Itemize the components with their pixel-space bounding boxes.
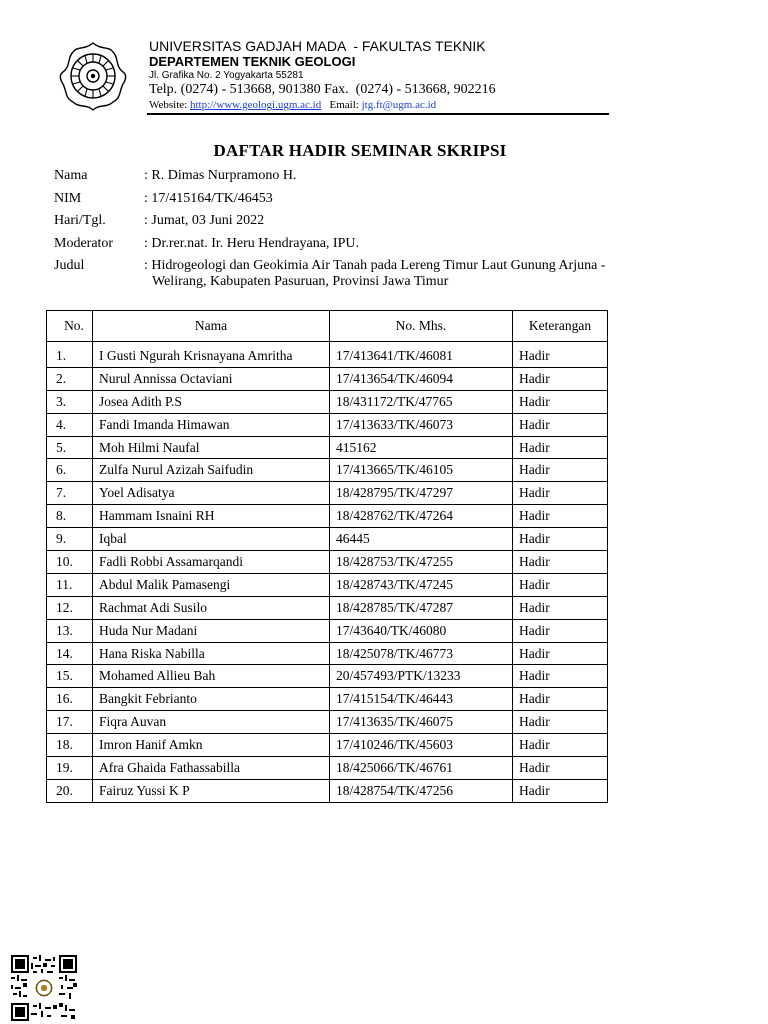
table-row [47,734,608,757]
student-number: 18/425066/TK/46761 [330,757,513,780]
table-row [47,779,608,802]
document-title: DAFTAR HADIR SEMINAR SKRIPSI [213,141,507,160]
attendance-status: Hadir [513,482,608,505]
student-name: Fiqra Auvan [93,711,330,734]
table-row [47,413,608,436]
info-row-judul-cont [54,273,662,296]
student-number: 18/428785/TK/47287 [330,596,513,619]
attendance-status: Hadir [513,342,608,368]
row-number: 15. [47,665,93,688]
attendance-status: Hadir [513,757,608,780]
row-number: 11. [47,573,93,596]
row-number: 17. [47,711,93,734]
table-row [47,459,608,482]
header-keterangan: Keterangan [513,311,608,342]
student-number: 18/428743/TK/47245 [330,573,513,596]
row-number: 10. [47,551,93,574]
table-header-row [47,311,608,342]
nama-value: : R. Dimas Nurpramono H. [144,168,297,183]
nim-value: : 17/415164/TK/46453 [144,190,273,206]
table-row [47,619,608,642]
row-number: 7. [47,482,93,505]
header-nama: Nama [93,311,330,342]
row-number: 16. [47,688,93,711]
nama-label: Nama [54,168,88,183]
student-number: 17/413654/TK/46094 [330,367,513,390]
website-link[interactable]: http://www.geologi.ugm.ac.id [189,99,322,111]
row-number: 8. [47,505,93,528]
student-number: 18/431172/TK/47765 [330,390,513,413]
student-name: Yoel Adisatya [93,482,330,505]
attendance-status: Hadir [513,779,608,802]
student-number: 18/428753/TK/47255 [330,551,513,574]
table-row [47,757,608,780]
table-row [47,688,608,711]
seminar-info [54,167,662,296]
judul-value-line1: : Hidrogeologi dan Geokimia Air Tanah pada Lereng Timur Laut Gunung Arjuna - [144,258,606,273]
student-number: 17/413665/TK/46105 [330,459,513,482]
student-name: Rachmat Adi Susilo [93,596,330,619]
attendance-status: Hadir [513,459,608,482]
student-name: Fandi Imanda Himawan [93,413,330,436]
row-number: 2. [47,367,93,390]
attendance-status: Hadir [513,436,608,459]
attendance-status: Hadir [513,619,608,642]
student-name: Hana Riska Nabilla [93,642,330,665]
table-row [47,367,608,390]
student-number: 17/413635/TK/46075 [330,711,513,734]
letterhead [149,38,619,112]
student-name: I Gusti Ngurah Krisnayana Amritha [93,342,330,368]
attendance-status: Hadir [513,573,608,596]
student-number: 18/425078/TK/46773 [330,642,513,665]
student-name: Mohamed Allieu Bah [93,665,330,688]
header-no: No. [47,311,93,342]
attendance-status: Hadir [513,711,608,734]
row-number: 5. [47,436,93,459]
student-name: Josea Adith P.S [93,390,330,413]
row-number: 4. [47,413,93,436]
student-name: Nurul Annissa Octaviani [93,367,330,390]
hari-label: Hari/Tgl. [54,213,106,228]
attendance-status: Hadir [513,688,608,711]
table-row [47,390,608,413]
table-row [47,711,608,734]
moderator-label: Moderator [54,235,114,251]
attendance-status: Hadir [513,551,608,574]
table-row [47,436,608,459]
row-number: 12. [47,596,93,619]
student-number: 17/413641/TK/46081 [330,342,513,368]
student-name: Fadli Robbi Assamarqandi [93,551,330,574]
row-number: 6. [47,459,93,482]
judul-spacer [54,273,144,296]
student-number: 415162 [330,436,513,459]
judul-label: Judul [54,258,85,273]
student-name: Moh Hilmi Naufal [93,436,330,459]
table-row [47,482,608,505]
student-number: 18/428795/TK/47297 [330,482,513,505]
row-number: 20. [47,779,93,802]
row-number: 19. [47,757,93,780]
phone-fax-line: Telp. (0274) - 513668, 901380 Fax. (0274) - 513668, 902216 [149,82,496,97]
info-row-moderator [54,235,662,258]
table-row [47,505,608,528]
row-number: 13. [47,619,93,642]
attendance-status: Hadir [513,505,608,528]
info-row-hari [54,212,662,235]
info-row-judul [54,257,662,273]
student-name: Afra Ghaida Fathassabilla [93,757,330,780]
header-mhs: No. Mhs. [330,311,513,342]
table-row [47,528,608,551]
student-number: 46445 [330,528,513,551]
university-line: UNIVERSITAS GADJAH MADA - FAKULTAS TEKNIK [149,38,486,54]
student-name: Fairuz Yussi K P [93,779,330,802]
student-name: Imron Hanif Amkn [93,734,330,757]
row-number: 1. [47,342,93,368]
student-name: Huda Nur Madani [93,619,330,642]
row-number: 18. [47,734,93,757]
student-name: Zulfa Nurul Azizah Saifudin [93,459,330,482]
table-row [47,551,608,574]
student-number: 20/457493/PTK/13233 [330,665,513,688]
table-row [47,342,608,368]
qr-code-icon [11,955,77,1021]
attendance-status: Hadir [513,665,608,688]
student-name: Hammam Isnaini RH [93,505,330,528]
moderator-value: : Dr.rer.nat. Ir. Heru Hendrayana, IPU. [144,235,359,251]
table-row [47,573,608,596]
student-name: Bangkit Febrianto [93,688,330,711]
email-link[interactable]: jtg.ft@ugm.ac.id [361,99,437,111]
website-label: Website: [149,99,190,111]
contact-line [149,98,619,112]
department-name: DEPARTEMEN TEKNIK GEOLOGI [149,54,356,69]
student-number: 17/43640/TK/46080 [330,619,513,642]
student-number: 17/415154/TK/46443 [330,688,513,711]
row-number: 9. [47,528,93,551]
email-label: Email: [329,99,362,111]
student-number: 17/410246/TK/45603 [330,734,513,757]
judul-value-line2: Welirang, Kabupaten Pasuruan, Provinsi Jawa Timur [152,274,449,289]
attendance-status: Hadir [513,390,608,413]
hari-value: : Jumat, 03 Juni 2022 [144,213,265,228]
attendance-status: Hadir [513,642,608,665]
attendance-status: Hadir [513,367,608,390]
row-number: 3. [47,390,93,413]
attendance-table [46,310,608,803]
student-name: Iqbal [93,528,330,551]
info-row-nama [54,167,662,190]
table-row [47,665,608,688]
table-row [47,596,608,619]
address: Jl. Grafika No. 2 Yogyakarta 55281 [149,70,304,81]
attendance-status: Hadir [513,528,608,551]
student-number: 18/428754/TK/47256 [330,779,513,802]
nim-label: NIM [54,190,82,206]
attendance-status: Hadir [513,734,608,757]
attendance-status: Hadir [513,596,608,619]
attendance-status: Hadir [513,413,608,436]
ugm-seal-icon [57,40,129,112]
info-row-nim [54,190,662,213]
student-number: 17/413633/TK/46073 [330,413,513,436]
student-name: Abdul Malik Pamasengi [93,573,330,596]
table-row [47,642,608,665]
letterhead-divider [147,113,609,115]
row-number: 14. [47,642,93,665]
student-number: 18/428762/TK/47264 [330,505,513,528]
